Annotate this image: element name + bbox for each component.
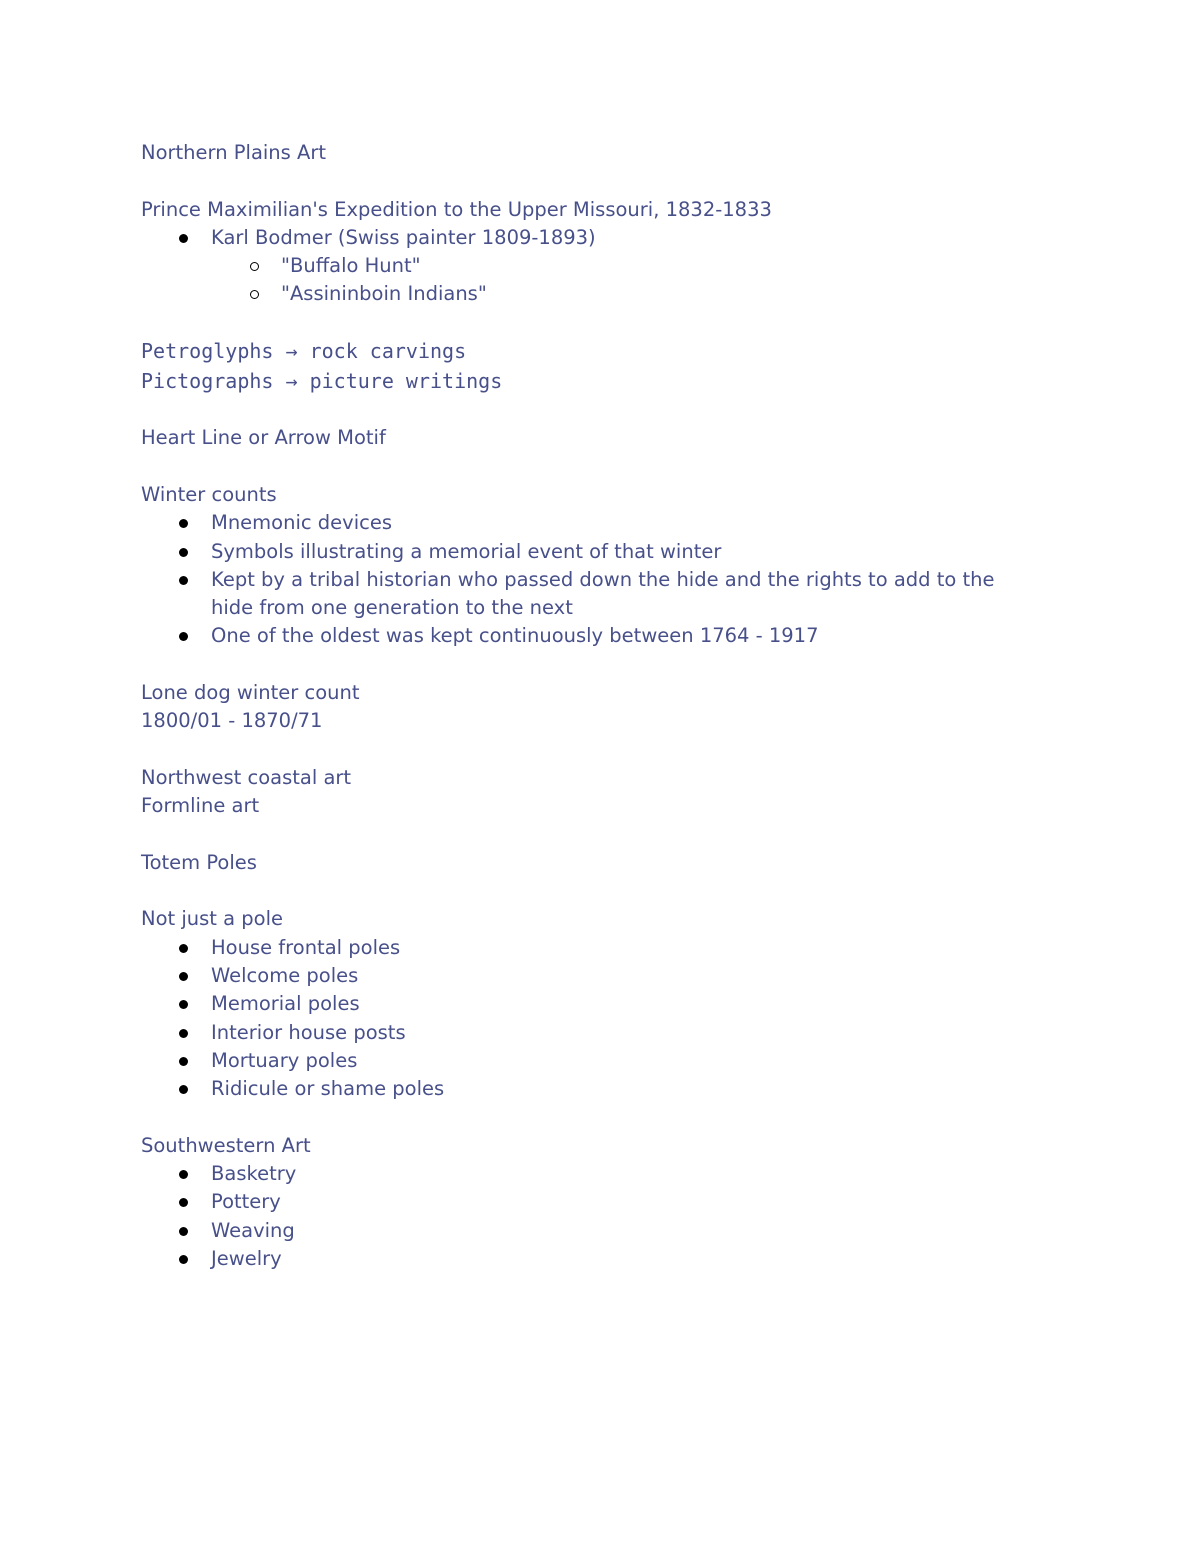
heart-line-heading: Heart Line or Arrow Motif: [141, 426, 386, 450]
list-item: Interior house posts: [141, 1019, 1061, 1047]
totem-heading: Totem Poles: [141, 850, 257, 874]
document-body: [141, 139, 1061, 1273]
heading-northern-plains-art: Northern Plains Art: [141, 141, 327, 164]
southwestern-list: [141, 1160, 1061, 1273]
works-list: [211, 252, 1061, 309]
spacer: [141, 309, 1061, 337]
spacer: [141, 167, 1061, 195]
petroglyphs-line: Petroglyphs → rock carvings: [141, 339, 467, 364]
pictographs-line: Pictographs → picture writings: [141, 368, 503, 393]
list-item: Symbols illustrating a memorial event of that winter: [141, 538, 1061, 566]
list-item: "Buffalo Hunt": [211, 252, 1061, 280]
list-item: [141, 224, 1061, 309]
pole-types-list: [141, 934, 1061, 1104]
list-item: Mnemonic devices: [141, 509, 1061, 537]
spacer: [141, 877, 1061, 905]
list-item: Jewelry: [141, 1245, 1061, 1273]
winter-counts-list: [141, 509, 1061, 650]
spacer: [141, 453, 1061, 481]
list-item: House frontal poles: [141, 934, 1061, 962]
list-item: Ridicule or shame poles: [141, 1075, 1061, 1103]
winter-counts-heading: Winter counts: [141, 482, 277, 506]
list-item: Pottery: [141, 1188, 1061, 1216]
list-item: One of the oldest was kept continuously between 1764 - 1917: [141, 622, 1061, 650]
expedition-title: Prince Maximilian's Expedition to the Upper Missouri, 1832-1833: [141, 197, 772, 221]
lone-dog-heading: Lone dog winter count: [141, 681, 360, 705]
list-item: Welcome poles: [141, 962, 1061, 990]
spacer: [141, 396, 1061, 424]
list-item: Weaving: [141, 1217, 1061, 1245]
expedition-list: [141, 224, 1061, 309]
northwest-heading: Northwest coastal art: [141, 765, 352, 789]
spacer: [141, 821, 1061, 849]
spacer: [141, 1104, 1061, 1132]
list-item: Basketry: [141, 1160, 1061, 1188]
lone-dog-dates: 1800/01 - 1870/71: [141, 709, 323, 733]
list-item: "Assininboin Indians": [211, 280, 1061, 308]
list-item: Kept by a tribal historian who passed down the hide and the rights to add to the hide from one generation to the next: [141, 566, 1031, 623]
list-item: Mortuary poles: [141, 1047, 1061, 1075]
list-item: Memorial poles: [141, 990, 1061, 1018]
painter-label: Karl Bodmer (Swiss painter 1809-1893): [211, 225, 596, 249]
formline-heading: Formline art: [141, 794, 260, 818]
spacer: [141, 651, 1061, 679]
not-just-pole-heading: Not just a pole: [141, 907, 284, 931]
southwestern-heading: Southwestern Art: [141, 1133, 311, 1157]
spacer: [141, 736, 1061, 764]
